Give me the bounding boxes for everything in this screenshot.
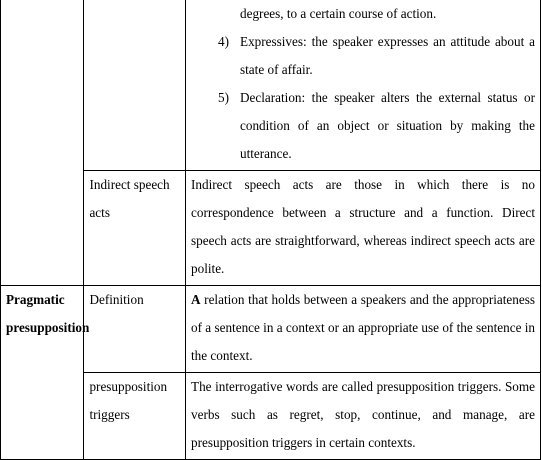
definition-body: relation that holds between a speakers and the appropriateness of a sentence in a context or an appropriate use of the sentence in the context.: [191, 292, 535, 363]
speech-act-types-cell: [186, 0, 541, 171]
presupposition-term: Pragmatic presupposition: [6, 292, 90, 335]
list-item-text: Expressives: the speaker expresses an attitude about a state of affair.: [240, 34, 535, 77]
indirect-speech-label-cell: [84, 171, 186, 286]
speech-act-types-list: [191, 28, 535, 168]
triggers-text: The interrogative words are called presupposition triggers. Some verbs such as regret, stop, continue, and manage, are presupposition triggers in certain contexts.: [191, 379, 535, 450]
definition-label: Definition: [89, 292, 144, 307]
term-cell-empty: [1, 0, 84, 286]
table-row-presupposition-definition: [1, 286, 541, 373]
list-item-number: 4): [218, 34, 230, 49]
list-continuation-line: degrees, to a certain course of action.: [240, 6, 437, 21]
triggers-text-cell: [186, 373, 541, 460]
indirect-speech-label: Indirect speech acts: [89, 177, 170, 220]
presupposition-term-cell: [1, 286, 90, 460]
definition-lead: A: [191, 292, 201, 307]
triggers-label: presupposition triggers: [89, 379, 168, 422]
list-item-declaration: [191, 84, 535, 168]
table-row-speech-act-types: [1, 0, 541, 171]
indirect-speech-text-cell: [186, 171, 541, 286]
indirect-speech-text: Indirect speech acts are those in which there is no correspondence between a structure and a function. Direct speech acts are straightforward, whereas indirect speech acts are polite.: [191, 177, 535, 276]
list-item-text: Declaration: the speaker alters the external status or condition of an object or situation by making the utterance.: [240, 90, 535, 161]
label-cell-empty: [84, 0, 186, 171]
list-item-expressives: [191, 28, 535, 84]
list-item-number: 5): [218, 90, 230, 105]
definition-text-cell: [186, 286, 541, 373]
triggers-label-cell: [84, 373, 186, 460]
definition-text: [186, 286, 540, 372]
definition-label-cell: [84, 286, 186, 373]
